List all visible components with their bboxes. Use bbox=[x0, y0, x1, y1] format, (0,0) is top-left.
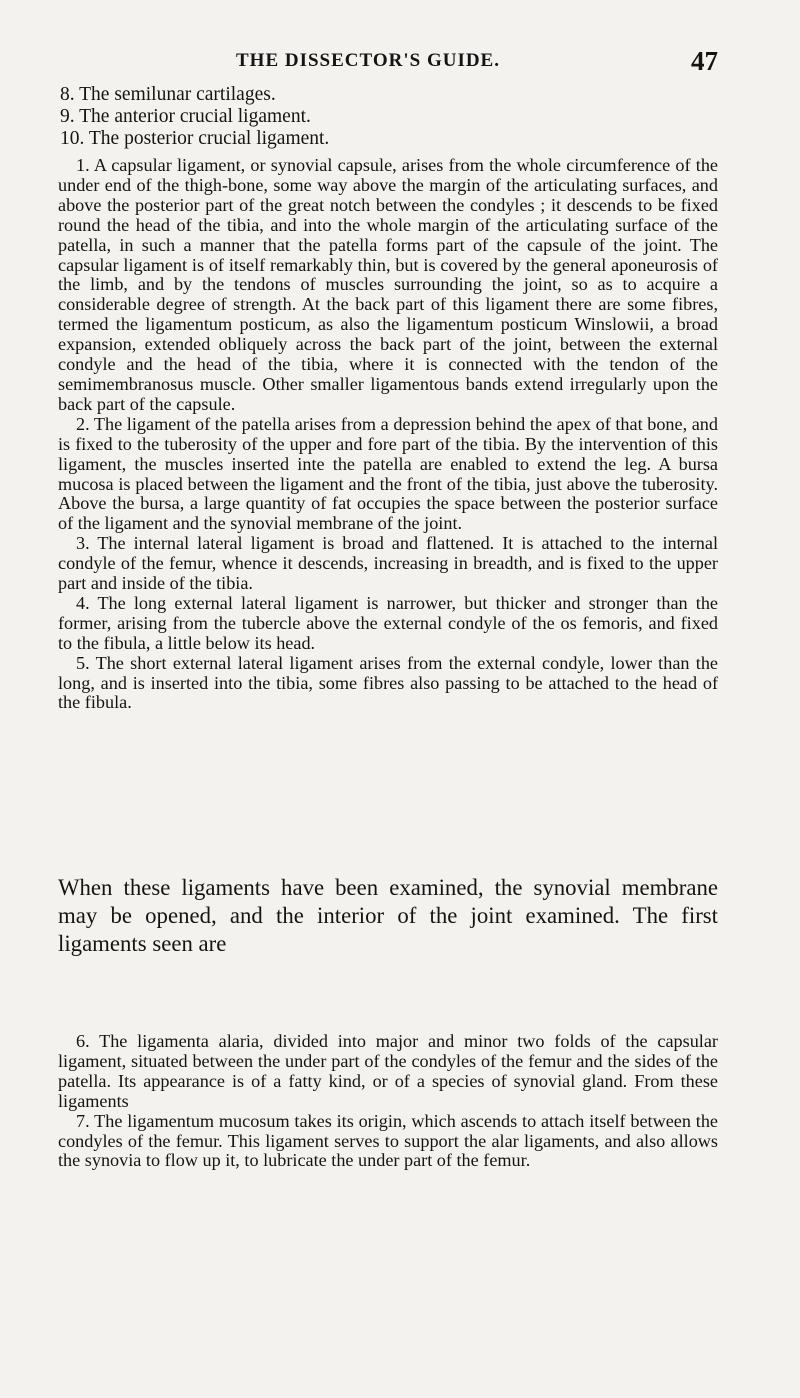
running-title: THE DISSECTOR'S GUIDE. bbox=[236, 50, 500, 71]
body-text-continued bbox=[58, 1032, 718, 1171]
paragraph-internal-lateral-ligament: 3. The internal lateral ligament is broad and flattened. It is attached to the internal condyle of the femur, whence it descends, increasing in breadth, and is fixed to the upper part and inside of the tibia. bbox=[58, 533, 718, 594]
running-head bbox=[58, 46, 718, 76]
paragraph-short-external-lateral-ligament: 5. The short external lateral ligament arises from the external condyle, lower than the long, and is inserted into the tibia, some fibres also passing to be attached to the head of the fibula. bbox=[58, 652, 718, 713]
intro-paragraph: When these ligaments have been examined, the synovial membrane may be opened, and the interior of the joint examined. The first ligaments seen are bbox=[58, 875, 718, 956]
list-item: 8. The semilunar cartilages. bbox=[60, 84, 276, 105]
list-item: 10. The posterior crucial ligament. bbox=[60, 128, 330, 149]
paragraph-ligamentum-mucosum: 7. The ligamentum mucosum takes its origin, which ascends to attach itself between the condyles of the femur. This ligament serves to support the alar ligaments, and also allows the synovia to flow up it, to lubricate the under part of the femur. bbox=[58, 1110, 718, 1171]
page-number: 47 bbox=[691, 46, 718, 76]
list-item: 9. The anterior crucial ligament. bbox=[60, 106, 311, 127]
body-text bbox=[58, 156, 718, 713]
ligament-list bbox=[60, 84, 329, 150]
paragraph-capsular-ligament: 1. A capsular ligament, or synovial capsule, arises from the whole circumference of the under end of the thigh-bone, some way above the margin of the articulating surfaces, and above the posterior part of the great notch between the condyles ; it descends to be fixed round the head of the tibia, and into the whole margin of the articulating surface of the patella, in such a manner that the patella forms part of the capsule of the joint. The capsular ligament is of itself remarkably thin, but is covered by the general aponeurosis of the limb, and by the tendons of muscles surrounding the joint, so as to acquire a considerable degree of strength. At the back part of this ligament there are some fibres, termed the ligamentum posticum, as also the ligamentum posticum Winslowii, a broad expansion, extended obliquely across the back part of the joint, between the external condyle and the head of the tibia, where it is connected with the tendon of the semimembranosus muscle. Other smaller ligamentous bands extend irregularly upon the back part of the capsule. bbox=[58, 155, 718, 414]
paragraph-ligamenta-alaria: 6. The ligamenta alaria, divided into major and minor two folds of the capsular ligament, situated between the under part of the condyles of the femur and the sides of the patella. Its appearance is of a fatty kind, or of a species of synovial gland. From these ligaments bbox=[58, 1031, 718, 1111]
paragraph-patella-ligament: 2. The ligament of the patella arises from a depression behind the apex of that bone, and is fixed to the tuberosity of the upper and fore part of the tibia. By the intervention of this ligament, the muscles inserted inte the patella are enabled to extend the leg. A bursa mucosa is placed between the ligament and the front of the tibia, just above the tuberosity. Above the bursa, a large quantity of fat occupies the space between the posterior surface of the ligament and the synovial membrane of the joint. bbox=[58, 413, 718, 534]
intro-text bbox=[58, 874, 718, 958]
paragraph-long-external-lateral-ligament: 4. The long external lateral ligament is narrower, but thicker and stronger than the former, arising from the tubercle above the external condyle of the os femoris, and fixed to the fibula, a little below its head. bbox=[58, 592, 718, 653]
